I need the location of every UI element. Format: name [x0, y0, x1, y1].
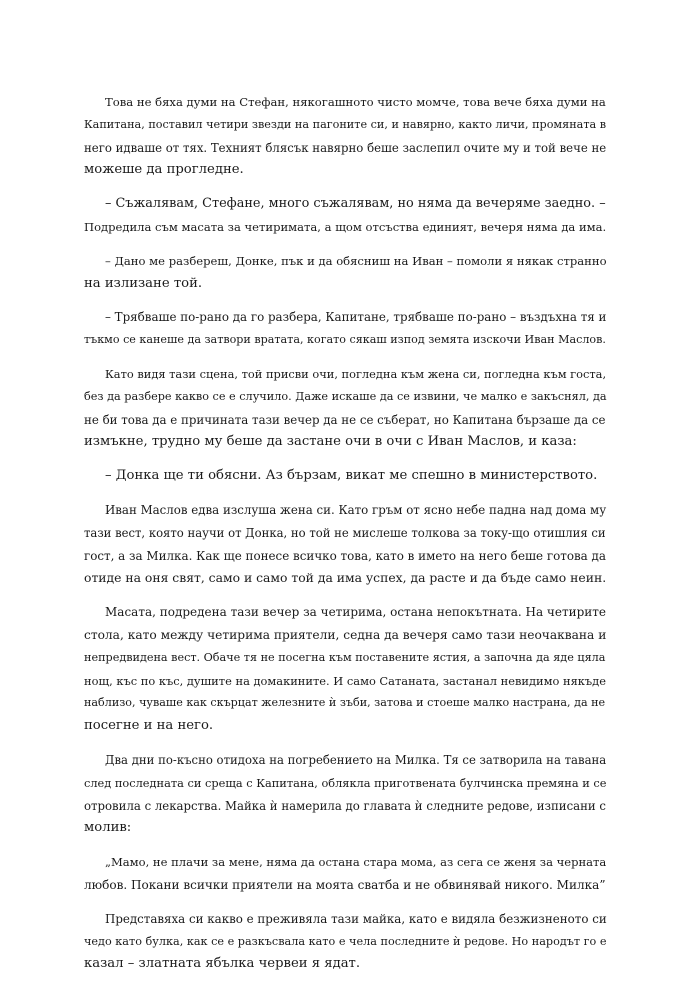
paragraph [84, 601, 606, 738]
text-line: чедо като булка, как се е разкъсвала като е чела последните ѝ редове. Но народът го е [84, 934, 607, 948]
text-line: не би това да е причината тази вечер да не се съберат, но Капитана бързаше да се [84, 412, 606, 427]
text-line: „Мамо, не плачи за мене, няма да остана стара мома, аз сега се женя за черната [105, 855, 607, 870]
text-line: – Донка ще ти обясни. Аз бързам, викат ме спешно в министерството. [105, 468, 598, 484]
text-line: отровила с лекарства. Майка ѝ намерила до главата ѝ следните редове, изписани с [84, 798, 606, 813]
text-line: тъкмо се канеше да затвори вратата, когато сякаш изпод земята изскочи Иван Маслов. [84, 333, 606, 347]
paragraph [84, 465, 606, 488]
paragraph [84, 91, 606, 182]
text-line: тази вест, която научи от Донка, но той не мислеше толкова за току-що отишлия си [84, 525, 606, 540]
text-line: Два дни по-късно отидоха на погребението на Милка. Тя се затворила на тавана [105, 752, 607, 767]
text-line: Иван Маслов едва изслуша жена си. Като гръм от ясно небе падна над дома му [105, 502, 607, 517]
document-body [84, 91, 606, 987]
text-line: нощ, къс по къс, душите на домакините. И само Сатаната, застанал невидимо някъде [84, 673, 606, 688]
text-line: наблизо, чуваше как скърцат железните ѝ зъби, затова и стоеше малко настрана, да не [84, 696, 606, 710]
paragraph [84, 306, 606, 352]
text-line: отиде на оня свят, само и само той да има успех, да расте и да бъде само неин. [84, 571, 607, 586]
text-line: стола, като между четирима приятели, седна да вечеря само тази неочаквана и [84, 627, 607, 642]
text-line: след последната си среща с Капитана, облякла приготвената булчинска премяна и се [84, 775, 607, 790]
text-line: непредвидена вест. Обаче тя не посегна към поставените ястия, а започна да яде цяла [84, 650, 606, 664]
paragraph [84, 908, 606, 976]
paragraph [84, 363, 606, 454]
text-line: Представяха си какво е преживяла тази майка, като е видяла безжизненото си [105, 911, 607, 926]
text-line: Като видя тази сцена, той присви очи, погледна към жена си, погледна към госта, [105, 366, 607, 381]
text-line: посегне и на него. [84, 718, 214, 734]
text-line: него идваше от тях. Техният блясък навярно беше заслепил очите му и той вече не [84, 140, 607, 155]
paragraph [84, 250, 606, 296]
text-line: можеше да прогледне. [84, 162, 244, 178]
text-line: молив: [84, 820, 132, 836]
text-line: Това не бяха думи на Стефан, някогашното чисто момче, това вече бяха думи на [105, 95, 606, 109]
text-line: без да разбере какво се е случило. Даже искаше да се извини, че малко е закъснял, да [84, 389, 607, 403]
text-line: гост, а за Милка. Как ще понесе всичко това, като в името на него беше готова да [84, 548, 606, 563]
paragraph [84, 499, 606, 590]
paragraph [84, 749, 606, 840]
text-line: Капитана, поставил четири звезди на пагоните си, и навярно, както личи, промяната в [84, 117, 607, 131]
text-line: казал – златната ябълка червеи я ядат. [84, 956, 361, 972]
text-line: измъкне, трудно му беше да застане очи в очи с Иван Маслов, и каза: [84, 434, 577, 450]
paragraph [84, 851, 606, 897]
text-line: – Дано ме разбереш, Донке, пък и да обясниш на Иван – помоли я някак странно [105, 253, 607, 268]
text-line: на излизане той. [84, 275, 203, 291]
text-line: – Трябваше по-рано да го разбера, Капитане, трябваше по-рано – въздъхна тя и [105, 310, 607, 325]
text-line: Подредила съм масата за четиримата, а щом отсъства единият, вечеря няма да има. [84, 219, 607, 234]
text-line: Масата, подредена тази вечер за четирима, остана непокътната. На четирите [105, 605, 607, 620]
paragraph [84, 193, 606, 239]
text-line: – Съжалявам, Стефане, много съжалявам, но няма да вечеряме заедно. – [105, 196, 606, 212]
text-line: любов. Покани всички приятели на моята сватба и не обвинявай никого. Милка” [84, 877, 606, 892]
